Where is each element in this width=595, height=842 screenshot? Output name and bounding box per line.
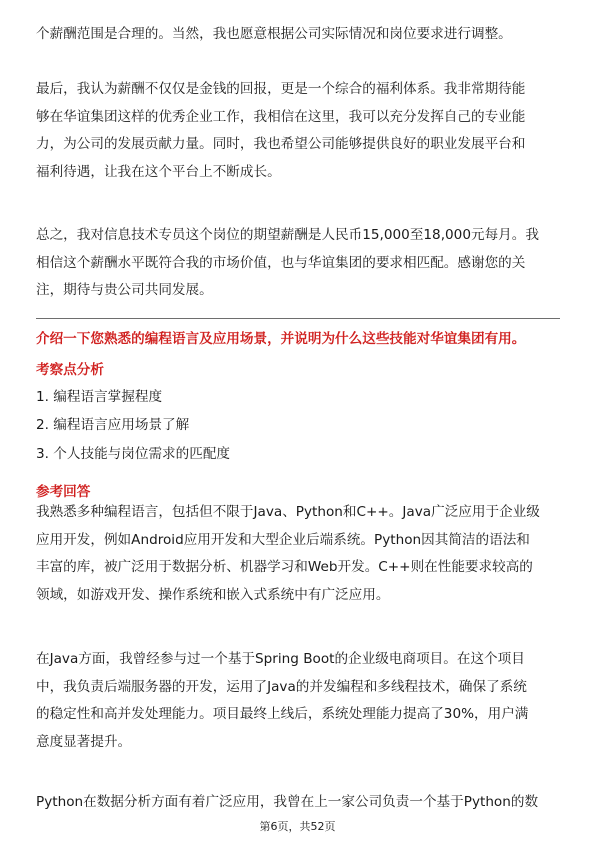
- paragraph-salary-range: [36, 21, 560, 49]
- paragraph-java-experience: [36, 646, 560, 756]
- text-line: 我熟悉多种编程语言，包括但不限于Java、Python和C++。Java广泛应用于企业级: [36, 504, 540, 520]
- paragraph-languages: [36, 499, 560, 609]
- text-line: Python在数据分析方面有着广泛应用，我曾在上一家公司负责一个基于Python的数: [36, 794, 539, 810]
- text-line: 最后，我认为薪酬不仅仅是金钱的回报，更是一个综合的福利体系。我非常期待能: [36, 81, 526, 97]
- text-line: 个薪酬范围是合理的。当然，我也愿意根据公司实际情况和岗位要求进行调整。: [36, 26, 512, 42]
- text-line: 够在华谊集团这样的优秀企业工作，我相信在这里，我可以充分发挥自己的专业能: [36, 108, 526, 125]
- page-number: 第6页，共52页: [259, 820, 336, 833]
- analysis-item: 3. 个人技能与岗位需求的匹配度: [36, 446, 231, 462]
- text-line: 在Java方面，我曾经参与过一个基于Spring Boot的企业级电商项目。在这个项目: [36, 651, 525, 667]
- text-line: 力，为公司的发展贡献力量。同时，我也希望公司能够提供良好的职业发展平台和: [36, 136, 526, 153]
- text-line: 应用开发，例如Android应用开发和大型企业后端系统。Python因其简洁的语法和: [36, 531, 530, 548]
- analysis-heading: 考察点分析: [36, 362, 104, 378]
- analysis-item: 2. 编程语言应用场景了解: [36, 417, 190, 433]
- text-line: 福利待遇，让我在这个平台上不断成长。: [36, 163, 281, 180]
- section-divider: [36, 318, 560, 319]
- interview-question: 介绍一下您熟悉的编程语言及应用场景，并说明为什么这些技能对华谊集团有用。: [36, 331, 526, 347]
- text-line: 意度显著提升。: [36, 733, 132, 750]
- text-line: 总之，我对信息技术专员这个岗位的期望薪酬是人民币15,000至18,000元每月。我: [36, 227, 539, 243]
- text-line: 中，我负责后端服务器的开发，运用了Java的并发编程和多线程技术，确保了系统: [36, 678, 527, 695]
- paragraph-python-experience: [36, 789, 560, 817]
- answer-heading: 参考回答: [36, 484, 91, 500]
- paragraph-conclusion: [36, 222, 560, 305]
- paragraph-benefits: [36, 76, 560, 186]
- text-line: 的稳定性和高并发处理能力。项目最终上线后，系统处理能力提高了30%，用户满: [36, 706, 529, 723]
- text-line: 注，期待与贵公司共同发展。: [36, 282, 213, 299]
- text-line: 相信这个薪酬水平既符合我的市场价值，也与华谊集团的要求相匹配。感谢您的关: [36, 254, 526, 271]
- analysis-item: 1. 编程语言掌握程度: [36, 389, 163, 405]
- text-line: 领域，如游戏开发、操作系统和嵌入式系统中有广泛应用。: [36, 586, 390, 603]
- text-line: 丰富的库，被广泛用于数据分析、机器学习和Web开发。C++则在性能要求较高的: [36, 559, 533, 576]
